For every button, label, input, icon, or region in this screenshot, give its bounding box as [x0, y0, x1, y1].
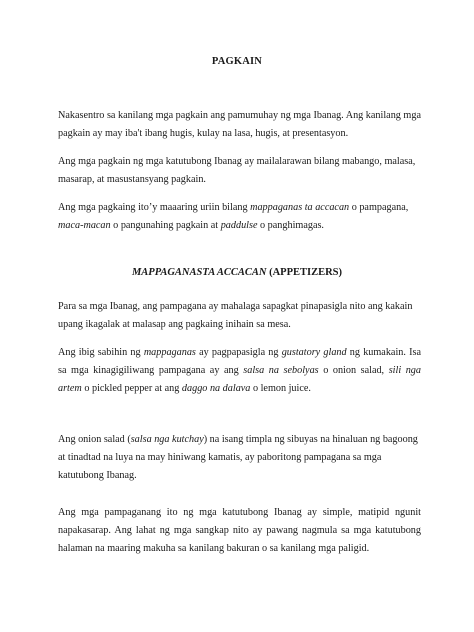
- italic-term: salsa nga kutchay: [130, 434, 204, 445]
- text-run: o onion salad,: [318, 365, 389, 376]
- section-paragraph-3: [58, 431, 421, 485]
- italic-term: sili nga artem: [58, 365, 421, 394]
- italic-term: gustatory gland: [281, 347, 347, 358]
- text-run: Ang ibig sabihin ng: [58, 347, 144, 358]
- italic-term: daggo na dalava: [181, 383, 251, 394]
- text-run: ) na isang timpla ng sibuyas na hinaluan ng bagoong at tinadtad na luya na may hiniwang kamatis, ay paboritong pampagana sa mga katutubong Ibanag.: [58, 434, 418, 481]
- intro-paragraph-1: Nakasentro sa kanilang mga pagkain ang pamumuhay ng mga Ibanag. Ang kanilang mga pagkain ay may iba't ibang hugis, kulay na lasa, hugis, at presentasyon.: [58, 110, 421, 139]
- section-paragraph-1: Para sa mga Ibanag, ang pampagana ay mahalaga sapagkat pinapasigla nito ang kakain upang ikagalak at malasap ang pagkaing inihain sa mesa.: [58, 301, 413, 330]
- intro-paragraph-3: [58, 199, 421, 235]
- italic-term: mappaganas: [143, 347, 196, 358]
- text-run: o lemon juice.: [250, 383, 311, 394]
- text-run: ng kumakain. Isa sa mga kinagigiliwang pampagana ay ang: [58, 347, 422, 376]
- italic-term: salsa na sebolyas: [243, 365, 319, 376]
- section-heading-italic: MAPPAGANASTA ACCACAN: [131, 267, 267, 278]
- text-run: o pickled pepper at ang: [81, 383, 182, 394]
- text-run: o pangunahing pagkain at: [110, 220, 221, 231]
- text-run: ay pagpapasigla ng: [195, 347, 282, 358]
- text-run: Ang onion salad (: [58, 434, 131, 445]
- text-run: o pampagana,: [349, 202, 409, 213]
- italic-term: mappaganas ta accacan: [250, 202, 350, 213]
- section-heading-rest: (APPETIZERS): [266, 267, 343, 278]
- text-run: o panghimagas.: [257, 220, 324, 231]
- italic-term: paddulse: [220, 220, 258, 231]
- section-paragraph-4: Ang mga pampaganang ito ng mga katutubong Ibanag ay simple, matipid ngunit napakasarap. Ang lahat ng mga sangkap nito ay pawang nagmula sa mga katutubong halaman na maaring makuha sa kanilang bakuran o sa kanilang mga paligid.: [58, 507, 421, 554]
- italic-term: maca-macan: [58, 220, 111, 231]
- text-run: Ang mga pagkaing ito’y maaaring uriin bilang: [58, 202, 251, 213]
- intro-paragraph-2: Ang mga pagkain ng mga katutubong Ibanag ay mailalarawan bilang mabango, malasa, masarap, at masustansyang pagkain.: [58, 156, 416, 185]
- section-heading: [0, 267, 474, 278]
- section-paragraph-2: [58, 344, 421, 398]
- document-title: PAGKAIN: [211, 56, 263, 67]
